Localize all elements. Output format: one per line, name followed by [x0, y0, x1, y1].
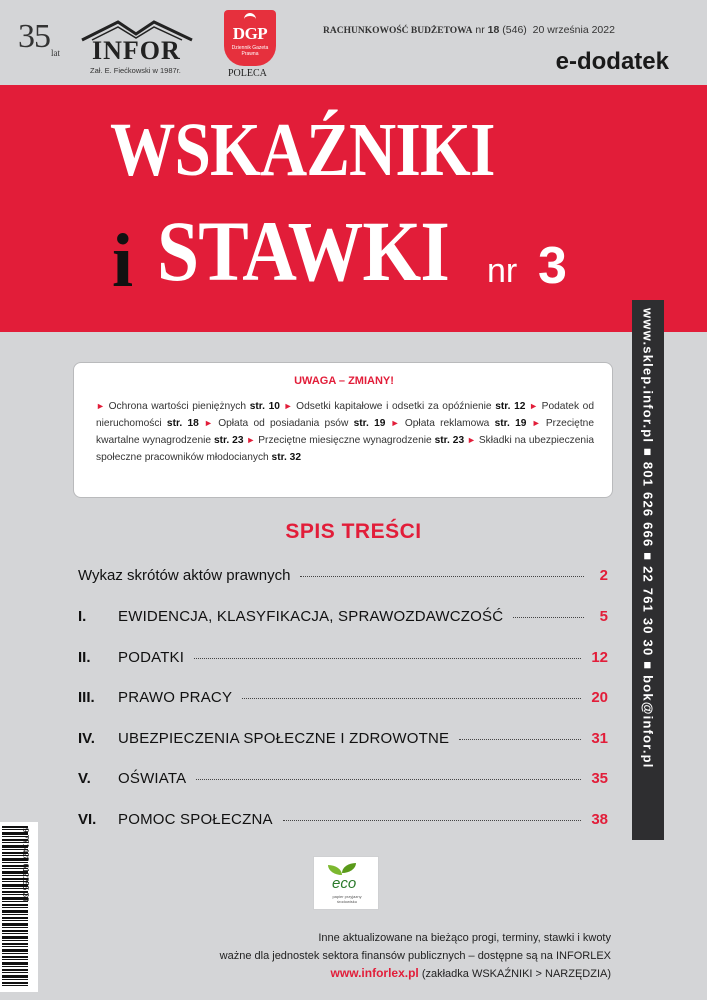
toc-leader	[194, 658, 581, 659]
barcode	[0, 822, 38, 992]
publisher-logo: INFOR	[92, 36, 181, 65]
dgp-recommends: POLECA	[228, 68, 267, 79]
notice-item[interactable]: ► Przeciętne kwartalne wynagrodzenie str. 23	[96, 418, 595, 446]
publisher-tagline: Zał. E. Fiećkowski w 1987r.	[90, 66, 181, 75]
toc-leader	[459, 739, 581, 740]
toc-label: OŚWIATA	[118, 770, 187, 787]
notice-item[interactable]: ► Składki na ubezpieczenia społeczne pracowników młodocianych str. 32	[96, 435, 595, 463]
toc-leader	[300, 576, 584, 577]
title-line-1: WSKAŹNIKI	[110, 108, 495, 192]
footer-line-3	[220, 965, 611, 984]
toc-number: V.	[78, 770, 91, 787]
toc-number: I.	[78, 608, 87, 625]
issue-total: (546)	[502, 24, 527, 36]
toc-page: 2	[599, 567, 608, 584]
toc-label: UBEZPIECZENIA SPOŁECZNE I ZDROWOTNE	[118, 730, 450, 747]
toc-label: POMOC SPOŁECZNA	[118, 811, 273, 828]
toc-page: 35	[591, 770, 608, 787]
toc-page: 12	[591, 649, 608, 666]
toc-number: II.	[78, 649, 91, 666]
anniversary-logo	[18, 18, 60, 58]
toc-label: PODATKI	[118, 649, 185, 666]
toc-number: IV.	[78, 730, 95, 747]
toc-label: PRAWO PRACY	[118, 689, 233, 706]
contact-text: www.sklep.infor.pl ■ 801 626 666 ■ 22 761 30 30 ■ bok@infor.pl	[640, 308, 656, 769]
title-conjunction: i	[112, 219, 134, 303]
dgp-logo: DGP Dziennik Gazeta Prawna	[224, 10, 276, 66]
toc-page: 20	[591, 689, 608, 706]
arrow-icon: ►	[283, 401, 293, 411]
toc-entry-4[interactable]	[78, 730, 608, 754]
anniversary-number: 35	[18, 18, 50, 55]
notice-item[interactable]: ► Przeciętne miesięczne wynagrodzenie str. 23	[246, 435, 465, 446]
arrow-icon: ►	[246, 435, 256, 445]
edition-label: e-dodatek	[555, 48, 669, 75]
arrow-icon: ►	[390, 418, 400, 428]
arrow-icon: ►	[529, 401, 539, 411]
toc-leader	[283, 820, 582, 821]
notice-item[interactable]: ► Ochrona wartości pieniężnych str. 10	[96, 401, 280, 412]
toc-entry-abbreviations[interactable]	[78, 567, 608, 591]
eco-word: eco	[332, 875, 357, 892]
toc-number: III.	[78, 689, 95, 706]
toc-leader	[196, 779, 581, 780]
toc-entry-6[interactable]	[78, 811, 608, 835]
notice-body	[96, 398, 594, 466]
eco-subtitle: papier przyjazny środowisku	[332, 894, 362, 904]
arrow-icon: ►	[96, 401, 105, 411]
notice-item[interactable]: ► Opłata reklamowa str. 19	[390, 418, 527, 429]
arrow-icon: ►	[467, 435, 476, 445]
eco-logo	[313, 856, 379, 910]
changes-notice	[73, 362, 613, 498]
inforlex-link[interactable]: www.inforlex.pl	[330, 966, 419, 980]
toc-entry-5[interactable]	[78, 770, 608, 794]
issue-number: 18	[487, 24, 500, 36]
title-number: 3	[538, 237, 567, 295]
footer-link-suffix: (zakładka WSKAŹNIKI > NARZĘDZIA)	[418, 968, 611, 980]
footer-line-1: Inne aktualizowane na bieżąco progi, terminy, stawki i kwoty	[318, 932, 611, 944]
toc-heading: SPIS TREŚCI	[285, 520, 422, 543]
arrow-icon: ►	[531, 418, 541, 428]
notice-item[interactable]: ► Opłata od posiadania psów str. 19	[204, 418, 386, 429]
leaf-icon	[342, 863, 356, 873]
notice-item[interactable]: ► Odsetki kapitałowe i odsetki za opóźnienie str. 12	[283, 401, 526, 412]
toc-entry-1[interactable]	[78, 608, 608, 632]
notice-item[interactable]: ► Podatek od nieruchomości str. 18	[96, 401, 595, 429]
toc-entry-2[interactable]	[78, 649, 608, 673]
footer	[220, 930, 611, 984]
toc-label: EWIDENCJA, KLASYFIKACJA, SPRAWOZDAWCZOŚĆ	[118, 608, 504, 625]
issue-date: 20 września 2022	[532, 24, 615, 36]
toc-page: 5	[599, 608, 608, 625]
publication-name: RACHUNKOWOŚĆ BUDŻETOWA	[323, 26, 473, 36]
toc-number: VI.	[78, 811, 97, 828]
notice-title: UWAGA – ZMIANY!	[294, 375, 394, 387]
toc-label: Wykaz skrótów aktów prawnych	[78, 567, 291, 584]
issue-line: RACHUNKOWOŚĆ BUDŻETOWA nr 18 (546) 20 września 2022	[323, 24, 615, 36]
title-nr-label: nr	[487, 252, 518, 290]
title-line-2: STAWKI	[157, 203, 449, 299]
footer-line-2: ważne dla jednostek sektora finansów publicznych – dostępne są na INFORLEX	[219, 949, 611, 962]
toc-leader	[242, 698, 581, 699]
toc-leader	[513, 617, 584, 618]
toc-entry-3[interactable]	[78, 689, 608, 713]
arrow-icon: ►	[204, 418, 213, 428]
toc-page: 38	[591, 811, 608, 828]
toc-page: 31	[591, 730, 608, 747]
leaf-icon	[328, 865, 342, 875]
anniversary-unit: lat	[51, 48, 60, 58]
header	[0, 0, 707, 85]
eagle-icon	[244, 13, 256, 26]
barcode-digits: 9 771428 612255 38	[21, 828, 30, 902]
